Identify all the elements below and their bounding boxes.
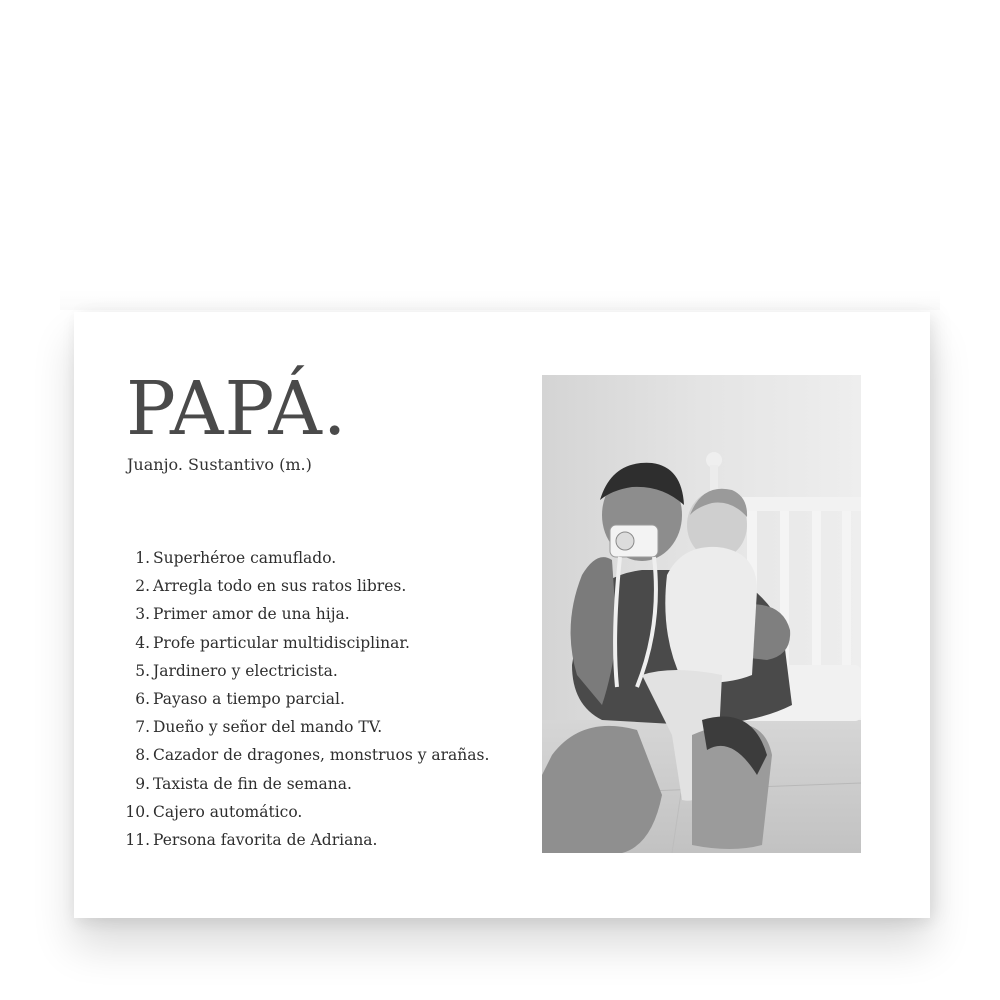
definition-list <box>118 544 538 854</box>
card-subtitle: Juanjo. Sustantivo (m.) <box>127 455 312 474</box>
definition-number: 9. <box>135 774 150 793</box>
definition-text: Taxista de fin de semana. <box>153 774 352 793</box>
definition-text: Profe particular multidisciplinar. <box>153 633 410 652</box>
definition-number: 2. <box>135 577 150 596</box>
definition-text: Cajero automático. <box>153 802 303 821</box>
family-photo <box>542 375 861 853</box>
definition-text: Cazador de dragones, monstruos y arañas. <box>153 746 490 765</box>
definition-number: 6. <box>135 690 150 709</box>
definition-item <box>118 544 538 572</box>
definition-item <box>118 629 538 657</box>
definition-text: Primer amor de una hija. <box>153 605 350 624</box>
definition-number: 5. <box>135 661 150 680</box>
baby-jacket-shape <box>665 547 757 683</box>
definition-number: 10. <box>125 802 150 821</box>
definition-number: 4. <box>135 633 150 652</box>
definition-number: 8. <box>135 746 150 765</box>
definition-number: 3. <box>135 605 150 624</box>
definition-number: 11. <box>125 830 150 849</box>
definition-item <box>118 798 538 826</box>
definition-text: Dueño y señor del mando TV. <box>153 718 383 737</box>
definition-text: Persona favorita de Adriana. <box>153 830 378 849</box>
card-title: PAPÁ. <box>126 366 348 452</box>
definition-item <box>118 741 538 769</box>
definition-item <box>118 600 538 628</box>
definition-item <box>118 826 538 854</box>
camera-lens-shape <box>616 532 634 550</box>
definition-number: 1. <box>135 549 150 568</box>
definition-number: 7. <box>135 718 150 737</box>
definition-item <box>118 572 538 600</box>
photo-illustration <box>542 375 861 853</box>
definition-text: Payaso a tiempo parcial. <box>153 690 345 709</box>
definition-item <box>118 713 538 741</box>
definition-text: Arregla todo en sus ratos libres. <box>153 577 407 596</box>
card-top-shadow <box>60 290 940 310</box>
definition-item <box>118 685 538 713</box>
definition-text: Jardinero y electricista. <box>153 661 338 680</box>
definition-text: Superhéroe camuflado. <box>153 549 337 568</box>
definition-item <box>118 657 538 685</box>
definition-item <box>118 770 538 798</box>
